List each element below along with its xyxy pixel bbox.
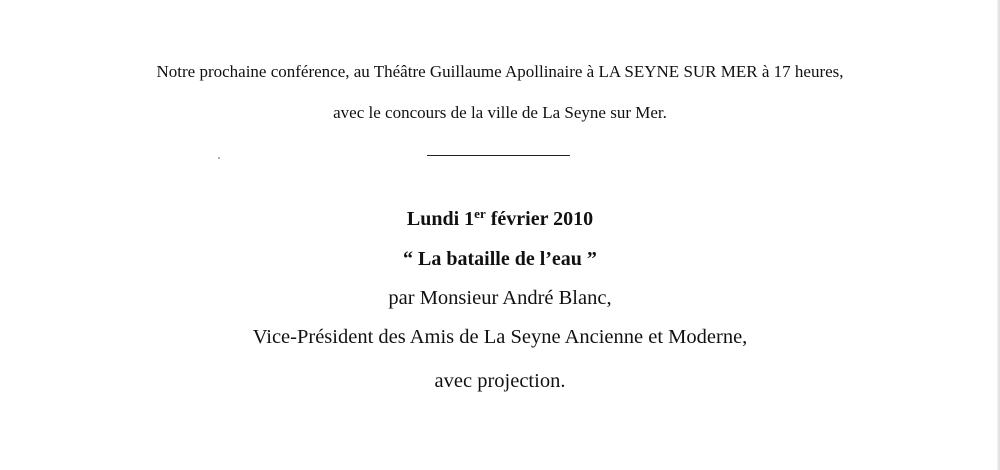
announcement-line-2: avec le concours de la ville de La Seyne sur Mer. xyxy=(333,103,667,122)
separator-rule xyxy=(427,155,570,156)
event-date xyxy=(0,208,1000,231)
event-title: “ La bataille de l’eau ” xyxy=(403,248,597,270)
speaker-line: par Monsieur André Blanc, xyxy=(388,287,612,309)
event-date-suffix: février 2010 xyxy=(485,208,594,230)
event-date-prefix: Lundi 1 xyxy=(406,208,475,230)
speaker-role-line: Vice-Président des Amis de La Seyne Ancienne et Moderne, xyxy=(252,326,748,348)
scan-speck xyxy=(218,157,220,159)
announcement-line-1: Notre prochaine conférence, au Théâtre Guillaume Apollinaire à LA SEYNE SUR MER à 17 heures, xyxy=(156,62,844,81)
event-date-ordinal: er xyxy=(474,206,486,221)
projection-line: avec projection. xyxy=(434,370,566,392)
